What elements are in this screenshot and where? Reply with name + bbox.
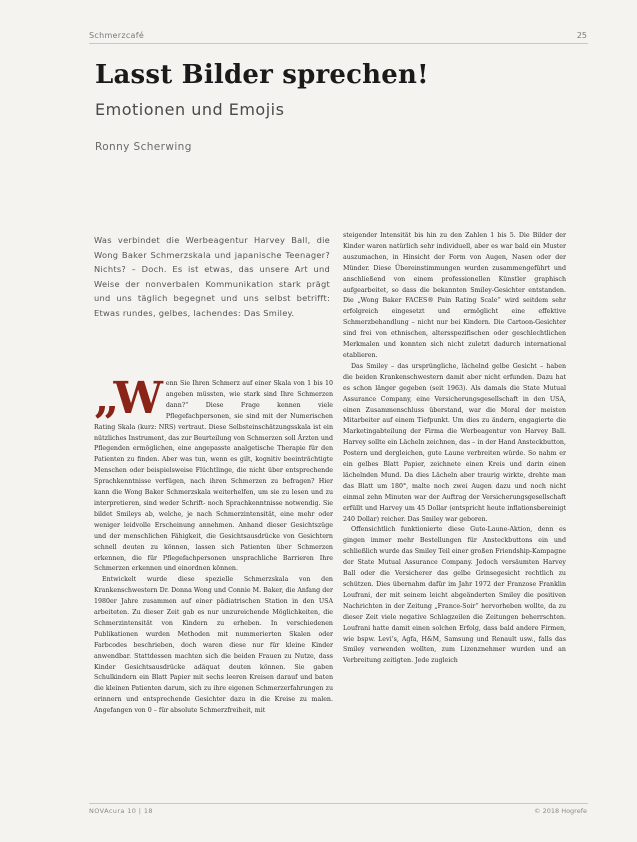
body-column-left xyxy=(94,373,333,717)
body-paragraph xyxy=(94,373,333,575)
header-rule xyxy=(89,43,588,44)
body-paragraph: Offensichtlich funktionierte diese Gute-Laune-Aktion, denn es gingen immer mehr Bestellungen für Ansteckbuttons ein und schließlich wurde das Smiley Teil einer großen Friendship-Kampagne der State Mutual Assurance Company. Jedoch versäumten Harvey Ball oder die Versicherer das gelbe Grinsegesicht rechtlich zu schützen. Dies übernahm dafür im Jahr 1972 der Franzose Franklin Loufrani, der mit seinem leicht abgeänderten Smiley die positiven Nachrichten in der Zeitung „France-Soir“ hervorheben wollte, da zu dieser Zeit viele negative Schlagzeilen die Zeitungen beherrschten. Loufrani hatte damit einen solchen Erfolg, dass bald andere Firmen, wie bspw. Levi’s, Agfa, H&M, Samsung und Renault usw., falls das Smiley verwenden wollten, zum Lizenznehmer wurden und an Verbreitung zeitigten. Jede zugleich xyxy=(343,526,566,665)
article-subtitle: Emotionen und Emojis xyxy=(95,100,285,119)
footer-copyright: © 2018 Hogrefe xyxy=(534,807,587,815)
body-paragraph: steigender Intensität bis hin zu den Zahlen 1 bis 5. Die Bilder der Kinder waren natürlich sehr individuell, aber es war bald ein Muster auszumachen, in Hinsicht der Form von Augen, Nasen oder der Münder. Diese Übereinstimmungen wurden zusammengeführt und anschließend von einem professionellen Künstler graphisch aufgearbeitet, so dass die bekannten Smiley-Gesichter entstanden. Die „Wong Baker FACES® Pain Rating Scale“ wird seitdem sehr erfolgreich eingesetzt und ermöglicht eine effektive Schmerzbehandlung – nicht nur bei Kindern. Die Cartoon-Gesichter sind frei von ethnischen, altersspezifischen oder geschlechtlichen Merkmalen und konnten sich nicht zuletzt dadurch international etablieren. xyxy=(343,232,566,359)
running-header-section: Schmerzcafé xyxy=(89,31,145,40)
article-author: Ronny Scherwing xyxy=(95,141,192,153)
body-paragraph: Das Smiley – das ursprüngliche, lächelnd gelbe Gesicht – haben die beiden Krankenschwestern damit aber nicht erfunden. Dazu hat es schon länger gegeben (seit 1963). Als damals die State Mutual Assurance Company, eine Versicherungsgesellschaft in den USA, einen Zusammenschluss überstand, war die Moral der meisten Mitarbeiter auf einem Tiefpunkt. Um dies zu ändern, engagierte die Marketingabteilung der Firma die Werbeagentur von Harvey Ball. Harvey sollte ein Lächeln zeichnen, das – in der Hand Ansteckbutton, Postern und dergleichen, gute Laune verbreiten würde. So nahm er ein gelbes Blatt Papier, zeichnete einen Kreis und darin einen lächelnden Mund. Da dies Lächeln aber traurig wirkte, drehte man das Blatt um 180°, malte noch zwei Augen dazu und noch nicht einmal zehn Minuten war der Auftrag der Versicherungsgesellschaft erfüllt und Harvey um 45 Dollar (entspricht heute inflationsbereinigt 240 Dollar) reicher. Das Smiley war geboren. xyxy=(343,362,566,523)
page-number: 25 xyxy=(576,31,587,40)
body-paragraph: Entwickelt wurde diese spezielle Schmerzskala von den Krankenschwestern Dr. Donna Wong und Connie M. Baker, die Anfang der 1980er Jahre zusammen auf einer pädiatrischen Station in den USA arbeiteten. Zu dieser Zeit gab es nur unzureichende Möglichkeiten, die Schmerzintensität von Kindern zu erheben. In verschiedenen Publikationen wurden Methoden mit nummerierten Skalen oder Farbcodes beschrieben, doch waren diese nur für kleine Kinder anwendbar. Stattdessen machten sich die beiden Frauen zu Nutze, dass Kinder Gesichtsausdrücke adäquat deuten können. Sie gaben Schulkindern ein Blatt Papier mit sechs leeren Kreisen darauf und baten die kleinen Patienten darum, sich zu ihre eigenen Schmerzerfahrungen zu erinnern und entsprechende Gesichter dazu in die Kreise zu malen. Angefangen von 0 – für absolute Schmerzfreiheit, mit xyxy=(94,576,333,715)
drop-cap: „W xyxy=(94,373,162,424)
article-lead: Was verbindet die Werbeagentur Harvey Ball, die Wong Baker Schmerzskala und japanische Teenager? Nichts? – Doch. Es ist etwas, das unsere Art und Weise der nonverbalen Kommunikation stark prägt und uns täglich begegnet und uns selbst betrifft: Etwas rundes, gelbes, lachendes: Das Smiley. xyxy=(94,235,330,318)
footer-rule xyxy=(89,803,588,804)
body-column-right xyxy=(343,231,566,667)
article-title: Lasst Bilder sprechen! xyxy=(95,60,429,90)
body-paragraph-text: enn Sie Ihren Schmerz auf einer Skala von 1 bis 10 angeben müssten, wie stark sind Ihre Schmerzen dann?“ Diese Frage kennen viele Pflegefachpersonen, sie sind mit der Numerischen Rating Skala (kurz: NRS) vertraut. Diese Selbsteinschätzungsskala ist ein nützliches Instrument, das zur Beurteilung von Schmerzen soll Ärzten und Pflegenden ermöglichen, eine angepasste analgetische Therapie für den Patienten zu finden. Aber was tun, wenn es gilt, kognitiv beeinträchtigte Menschen oder beispielsweise Flüchtlinge, die nicht über entsprechende Sprachkenntnisse verfügen, nach ihren Schmerzen zu befragen? Hier kann die Wong Baker Schmerzskala weiterhelfen, um sie zu lesen und zu interpretieren, sind weder Schrift- noch Sprachkenntnisse notwendig. Sie bildet Smileys ab, welche, je nach Schmerzintensität, eine mehr oder weniger leidvolle Erscheinung annehmen. Anhand dieser Gesichtszüge und der menschlichen Fähigkeit, die Gesichtsausdrücke von Gesichtern schnell deuten zu können, lassen sich Patienten über Schmerzen erkennen, die für Pflegefachpersonen unsprachliche Barrieren Ihre Schmerzen erkennen und einordnen können. xyxy=(94,380,333,573)
footer-publication: NOVAcura 10 | 18 xyxy=(89,807,153,815)
